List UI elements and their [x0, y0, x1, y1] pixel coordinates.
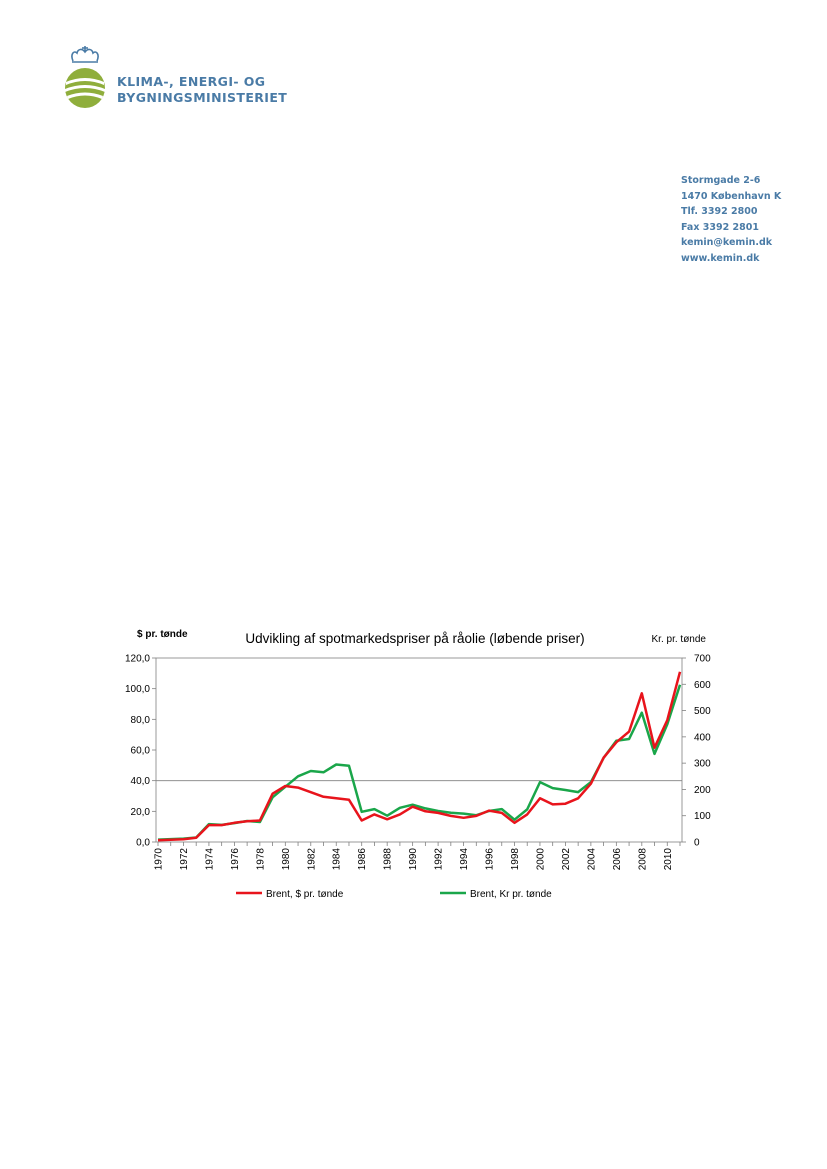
x-tick-label: 1998 [509, 848, 521, 871]
contact-address: Stormgade 2-6 [681, 175, 761, 186]
legend-label-usd: Brent, $ pr. tønde [266, 889, 344, 900]
x-tick-label: 1990 [408, 848, 420, 871]
chart-title: Udvikling af spotmarkedspriser på råolie (løbende priser) [245, 631, 585, 646]
chart-svg [120, 620, 730, 910]
y-tick-label-left: 80,0 [130, 714, 150, 726]
y-tick-label-right: 200 [694, 784, 711, 796]
y-tick-label-right: 0 [694, 837, 700, 849]
x-tick-label: 1976 [229, 848, 241, 871]
x-tick-label: 2000 [535, 848, 547, 871]
x-tick-label: 1970 [153, 848, 165, 871]
x-tick-label: 1992 [433, 848, 445, 871]
crown-globe-logo-icon [60, 44, 110, 110]
y-tick-label-left: 40,0 [130, 776, 150, 788]
x-tick-label: 1972 [178, 848, 190, 871]
y-tick-label-left: 120,0 [124, 653, 150, 665]
oil-price-chart [120, 620, 730, 910]
x-tick-label: 1996 [484, 848, 496, 871]
x-tick-label: 2006 [611, 848, 623, 871]
contact-fax: Fax 3392 2801 [681, 221, 759, 233]
y-tick-label-right: 100 [694, 811, 711, 823]
x-tick-label: 1986 [357, 848, 369, 871]
x-tick-label: 2010 [662, 848, 674, 871]
y-tick-label-left: 0,0 [136, 837, 150, 849]
y-axis-label-left: $ pr. tønde [137, 629, 188, 640]
x-tick-label: 1984 [331, 848, 343, 871]
x-tick-label: 2004 [586, 848, 598, 871]
y-tick-label-left: 20,0 [130, 806, 150, 818]
x-tick-label: 1974 [204, 848, 216, 871]
y-tick-label-right: 600 [694, 679, 711, 691]
plot-area [156, 658, 682, 842]
contact-web: www.kemin.dk [681, 252, 760, 264]
x-tick-label: 1988 [382, 848, 394, 871]
ministry-name-line1: KLIMA-, ENERGI- OG [117, 74, 266, 89]
x-tick-label: 1982 [306, 848, 318, 871]
legend-label-dkk: Brent, Kr pr. tønde [470, 889, 552, 900]
y-axis-label-right: Kr. pr. tønde [651, 634, 706, 645]
y-tick-label-left: 100,0 [124, 684, 150, 696]
x-tick-label: 1978 [255, 848, 267, 871]
y-tick-label-right: 400 [694, 732, 711, 744]
x-tick-label: 1980 [280, 848, 292, 871]
x-tick-label: 1994 [459, 848, 471, 871]
y-tick-label-right: 300 [694, 758, 711, 770]
series-line-usd [158, 672, 680, 840]
y-tick-label-right: 700 [694, 653, 711, 665]
plot-layer [125, 654, 711, 871]
contact-city: 1470 København K [681, 190, 782, 202]
x-tick-label: 2002 [560, 848, 572, 871]
contact-phone: Tlf. 3392 2800 [681, 206, 758, 217]
chart-legend [236, 889, 552, 900]
ministry-logo [60, 44, 300, 114]
y-tick-label-right: 500 [694, 706, 711, 718]
x-tick-label: 2008 [637, 848, 649, 871]
contact-email: kemin@kemin.dk [681, 237, 773, 248]
contact-block [681, 173, 781, 266]
ministry-name-line2: BYGNINGSMINISTERIET [117, 90, 288, 105]
y-tick-label-left: 60,0 [130, 745, 150, 757]
